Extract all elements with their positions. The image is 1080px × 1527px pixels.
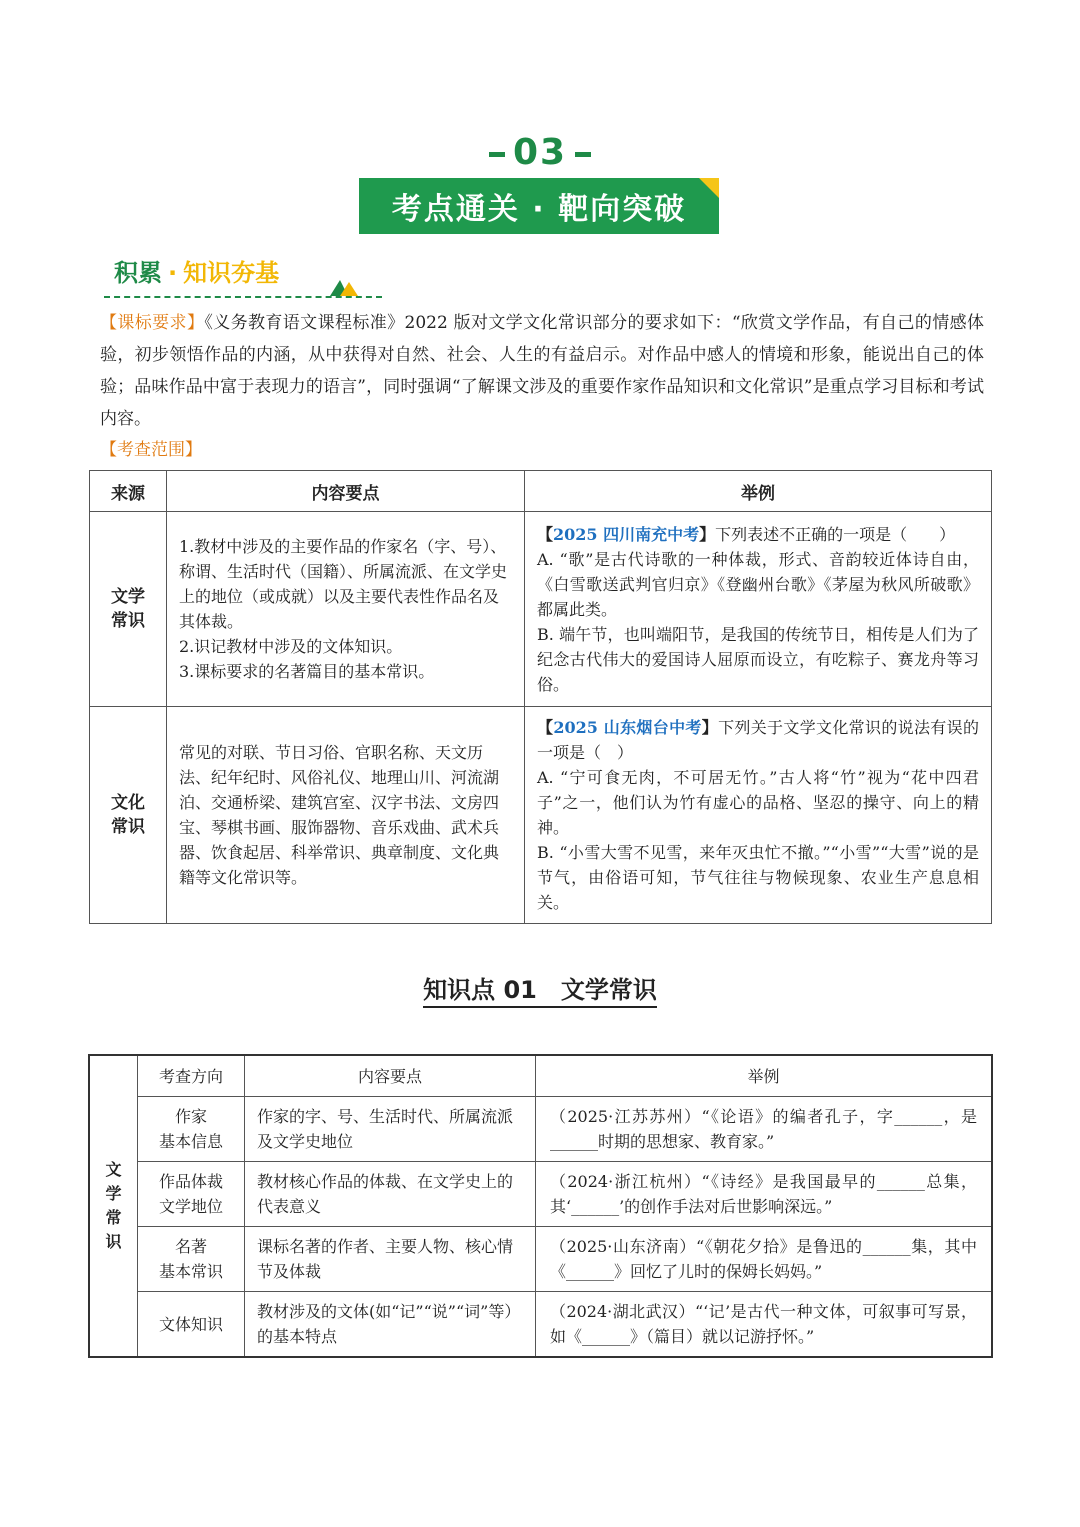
section-number: 03 (0, 132, 1080, 173)
example-cell: （2025·江苏苏州）“《论语》的编者孔子，字______，是______时期的思想家、教育家。” (536, 1097, 993, 1162)
table-header: 内容要点 (167, 471, 525, 512)
table-row (90, 512, 992, 707)
example-source-tag: 【2025 山东烟台中考】 (537, 718, 719, 737)
scope-label: 【考查范围】 (100, 440, 202, 460)
source-cell: 文化常识 (90, 707, 167, 924)
table-row (90, 707, 992, 924)
direction-cell: 作品体裁 文学地位 (138, 1162, 245, 1227)
table-row (89, 1162, 992, 1227)
table-row (89, 1097, 992, 1162)
points-cell: 常见的对联、节日习俗、官职名称、天文历法、纪年纪时、风俗礼仪、地理山川、河流湖泊、交通桥梁、建筑宫室、汉字书法、文房四宝、琴棋书画、服饰器物、音乐戏曲、武术兵器、饮食起居、科举常识、典章制度、文化典籍等文化常识等。 (167, 707, 525, 924)
scope-table (89, 470, 992, 924)
mountain-icon (330, 276, 358, 296)
table-row (89, 1292, 992, 1358)
direction-cell: 作家 基本信息 (138, 1097, 245, 1162)
knowledge-point-title: 知识点 01 文学常识 (0, 970, 1080, 1005)
points-cell: 教材涉及的文体(如“记”“说”“词”等）的基本特点 (245, 1292, 536, 1358)
banner-title: 考点通关 · 靶向突破 (391, 192, 687, 227)
points-cell: 教材核心作品的体裁、在文学史上的代表意义 (245, 1162, 536, 1227)
table-header: 考查方向 (138, 1055, 245, 1097)
table-header: 举例 (536, 1055, 993, 1097)
points-cell: 作家的字、号、生活时代、所属流派及文学史地位 (245, 1097, 536, 1162)
points-cell: 课标名著的作者、主要人物、核心情节及体裁 (245, 1227, 536, 1292)
example-cell: （2024·浙江杭州）“《诗经》是我国最早的______总集，其‘______’的创作手法对后世影响深远。” (536, 1162, 993, 1227)
table-header: 举例 (525, 471, 992, 512)
direction-cell: 文体知识 (138, 1292, 245, 1358)
example-cell: 【2025 山东烟台中考】下列关于文学文化常识的说法有误的一项是（ ） A. “宁可食无肉，不可居无竹。”古人将“竹”视为“花中四君子”之一，他们认为竹有虚心的品格、坚忍的操守、向上的精神。 B. “小雪大雪不见雪，来年灭虫忙不撤。”“小雪”“大雪”说的是节气，由俗语可知，节气往往与物候现象、农业生产息息相关。 (525, 707, 992, 924)
table-row (89, 1227, 992, 1292)
knowledge-point-table (88, 1054, 993, 1358)
example-source-tag: 【2025 四川南充中考】 (537, 524, 716, 544)
heading-divider (104, 296, 382, 298)
direction-cell: 名著 基本常识 (138, 1227, 245, 1292)
banner-corner-decoration (699, 178, 719, 198)
example-cell: （2025·山东济南）“《朝花夕拾》是鲁迅的______集，其中《______》回忆了儿时的保姆长妈妈。” (536, 1227, 993, 1292)
points-cell: 1.教材中涉及的主要作品的作家名（字、号）、称谓、生活时代（国籍）、所属流派、在文学史上的地位（或成就）以及主要代表性作品名及其体裁。 2.识记教材中涉及的文体知识。 3.课标要求的名著篇目的基本常识。 (167, 512, 525, 707)
example-cell: （2024·湖北武汉）“‘记’是古代一种文体，可叙事可写景，如《______》（篇目）就以记游抒怀。” (536, 1292, 993, 1358)
source-cell: 文学常识 (90, 512, 167, 707)
section-banner (359, 178, 719, 234)
accumulation-heading: 积累 · 知识夯基 (114, 259, 280, 287)
example-cell: 【2025 四川南充中考】下列表述不正确的一项是（ ） A. “歌”是古代诗歌的一种体裁，形式、音韵较近体诗自由，《白雪歌送武判官归京》《登幽州台歌》《茅屋为秋风所破歌》都属此类。 B. 端午节，也叫端阳节，是我国的传统节日，相传是人们为了纪念古代伟大的爱国诗人屈原而设立，有吃粽子、赛龙舟等习俗。 (525, 512, 992, 707)
standard-text: 《义务教育语文课程标准》2022 版对文学文化常识部分的要求如下：“欣赏文学作品，有自己的情感体验，初步领悟作品的内涵，从中获得对自然、社会、人生的有益启示。对作品中感人的情境和形象，能说出自己的体验；品味作品中富于表现力的语言”，同时强调“了解课文涉及的重要作家作品知识和文化常识”是重点学习目标和考试内容。 (100, 313, 984, 429)
category-cell: 文学常识 (89, 1055, 138, 1357)
table-header: 来源 (90, 471, 167, 512)
standard-paragraph (100, 307, 984, 435)
table-header: 内容要点 (245, 1055, 536, 1097)
standard-label: 【课标要求】 (100, 313, 205, 333)
